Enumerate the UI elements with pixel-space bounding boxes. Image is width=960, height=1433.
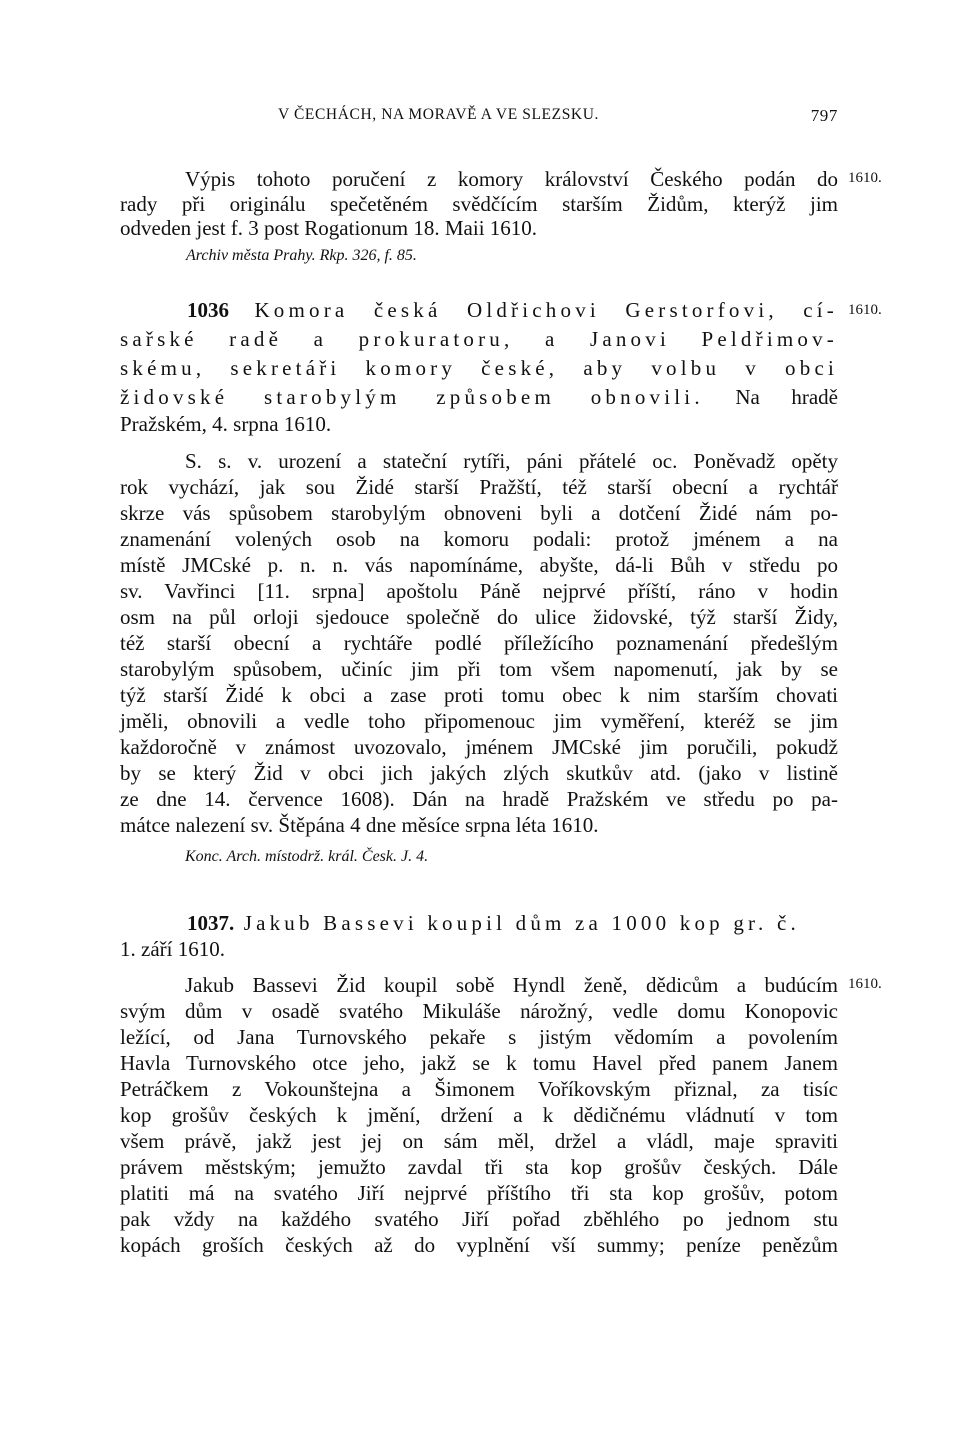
paragraph-line: S. s. v. urození a stateční rytíři, páni přátelé oc. Poněvadž opěty: [185, 449, 838, 473]
paragraph-line: rok vychází, jak sou Židé starší Pražští, též starší obecní a rychtář: [120, 475, 838, 499]
paragraph-line: ze dne 14. července 1608). Dán na hradě Pražském ve středu po pa-: [120, 787, 838, 811]
entry-heading-line: [120, 384, 838, 410]
margin-date: 1610.: [848, 302, 882, 318]
entry-heading-line: [187, 910, 838, 936]
paragraph-line: svým dům v osadě svatého Mikuláše nárožný, vedle domu Konopovic: [120, 999, 838, 1023]
archive-citation: Archiv města Prahy. Rkp. 326, f. 85.: [186, 247, 417, 264]
paragraph-line: všem právě, jakž jest jej on sám měl, držel a vládl, maje spraviti: [120, 1129, 838, 1153]
paragraph-line: skrze vás spůsobem starobylým obnoveni byli a dotčení Židé nám po-: [120, 501, 838, 525]
paragraph-line: starobylým spůsobem, učiníc jim při tom všem napomenutí, jak by se: [120, 657, 838, 681]
entry-heading-text: Jakub Bassevi koupil dům za 1000 kop gr. č.: [243, 911, 800, 935]
paragraph-line: pak vždy na každého svatého Jiří pořad zběhlého po jednom stu: [120, 1207, 838, 1231]
margin-date: 1610.: [848, 976, 882, 992]
entry-heading-line: [187, 297, 838, 323]
paragraph-line: týž starší Židé k obci a zase proti tomu obec k nim starším chovati: [120, 683, 838, 707]
paragraph-line: Havla Turnovského otce jeho, jakž se k tomu Havel před panem Janem: [120, 1051, 838, 1075]
paragraph-line: též starší obecní a rychtáře podlé příležícího poznamenání předešlým: [120, 631, 838, 655]
entry-heading-text: židovské starobylým způsobem obnovili.: [120, 385, 704, 409]
entry-heading-text: Komora česká Oldřichovi Gerstorfovi, cí-: [254, 298, 838, 322]
paragraph-line: Petráčkem z Vokounštejna a Šimonem Voříkovským přiznal, za tisíc: [120, 1077, 838, 1101]
paragraph-line: platiti má na svatého Jiří nejprvé příštího tři sta kop grošův, potom: [120, 1181, 838, 1205]
paragraph-line: sv. Vavřinci [11. srpna] apoštolu Páně nejprvé příští, ráno v hodin: [120, 579, 838, 603]
paragraph-line: místě JMCské p. n. n. vás napomínáme, abyšte, dá-li Bůh v středu po: [120, 553, 838, 577]
margin-date: 1610.: [848, 170, 882, 186]
entry-heading-line: skému, sekretáři komory české, aby volbu v obci: [120, 356, 838, 380]
paragraph-line: právem městským; jemužto zavdal tři sta kop grošův českých. Dále: [120, 1155, 838, 1179]
entry-place-date: 1. září 1610.: [120, 937, 225, 961]
page-number: 797: [810, 106, 838, 125]
paragraph-line: Jakub Bassevi Žid koupil sobě Hyndl ženě, dědicům a budúcím: [185, 973, 838, 997]
paragraph-line: ležící, od Jana Turnovského pekaře s jistým vědomím a povolením: [120, 1025, 838, 1049]
entry-heading-tail: Na hradě: [735, 385, 838, 409]
paragraph-line: kopách groších českých až do vyplnění vší summy; peníze penězům: [120, 1233, 838, 1257]
paragraph-line: jměli, obnovili a vedle toho připomenouc jim vyměření, kteréž se jim: [120, 709, 838, 733]
paragraph-line: rady při originálu spečetěném svědčícím starším Židům, kterýž jim: [120, 192, 838, 216]
paragraph-line: by se který Žid v obci jich jakých zlých skutkův atd. (jako v listině: [120, 761, 838, 785]
running-title: V ČECHÁCH, NA MORAVĚ A VE SLEZSKU.: [278, 106, 599, 123]
paragraph-line: Výpis tohoto poručení z komory království Českého podán do: [185, 167, 838, 191]
archive-citation: Konc. Arch. místodrž. král. Česk. Ј. 4.: [185, 848, 429, 865]
entry-number: 1037.: [187, 911, 235, 935]
paragraph-line: osm na půl orloji sjedouce společně do ulice židovské, týž starší Židy,: [120, 605, 838, 629]
paragraph-line: kop grošův českých k jmění, držení a k dědičnému vládnutí v tom: [120, 1103, 838, 1127]
paragraph-line: každoročně v známost uvozovalo, jménem JMCské jim poručili, pokudž: [120, 735, 838, 759]
entry-number: 1036: [187, 298, 229, 322]
entry-heading-line: sařské radě a prokuratoru, a Janovi Peldřimov-: [120, 327, 838, 351]
entry-place-date: Pražském, 4. srpna 1610.: [120, 412, 332, 436]
paragraph-line: znamenání volených osob na komoru podali: protož jménem a na: [120, 527, 838, 551]
paragraph-line: mátce nalezení sv. Štěpána 4 dne měsíce srpna léta 1610.: [120, 813, 599, 837]
paragraph-line: odveden jest f. 3 post Rogationum 18. Maii 1610.: [120, 216, 538, 240]
